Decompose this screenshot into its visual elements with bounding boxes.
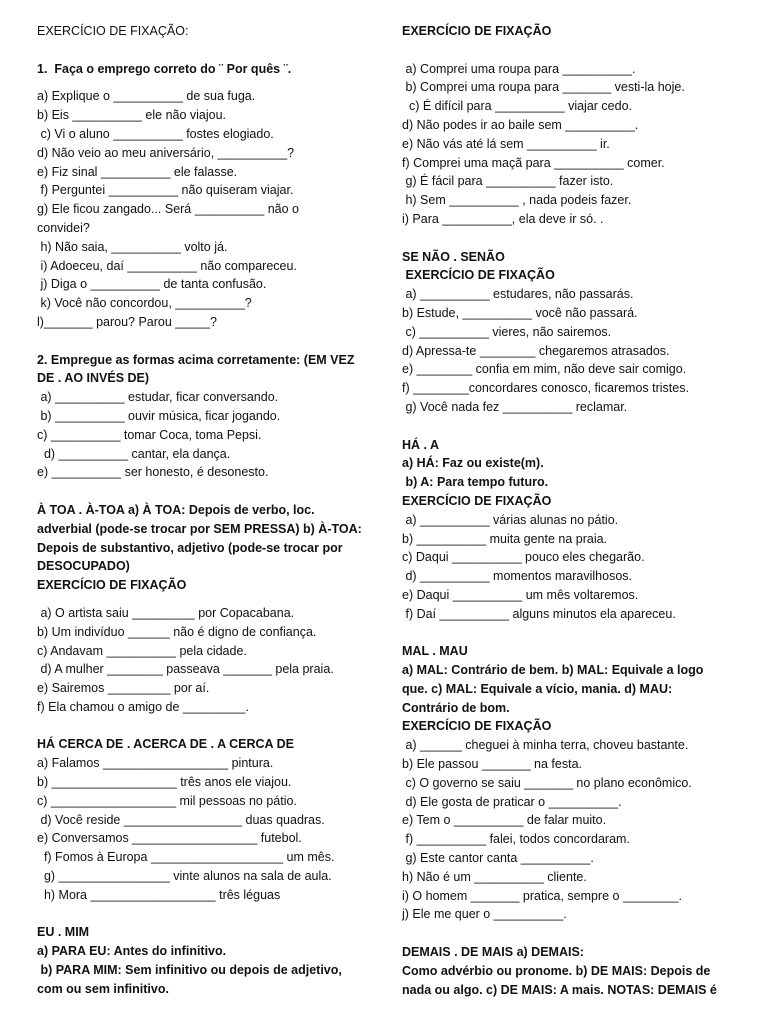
exercise-line: f) ________concordares conosco, ficaremos tristes.	[402, 381, 689, 396]
exercise-line: i) O homem _______ pratica, sempre o ________.	[402, 888, 683, 903]
heading-line: Depois de substantivo, adjetivo (pode-se trocar por	[37, 540, 343, 555]
right-column	[402, 22, 742, 999]
exercise-line: f) Comprei uma maçã para __________ comer.	[402, 155, 665, 170]
exercise-line: e) Sairemos _________ por aí.	[37, 681, 210, 696]
exercise-line: d) __________ momentos maravilhosos.	[402, 569, 632, 584]
exercise-line: e) __________ ser honesto, é desonesto.	[37, 465, 269, 480]
exercise-line: d) Apressa-te ________ chegaremos atrasados.	[402, 343, 670, 358]
spacer	[37, 41, 372, 60]
exercise-line: g) Ele ficou zangado... Será __________ não o	[37, 202, 300, 217]
exercise-line: f) Ela chamou o amigo de _________.	[37, 699, 249, 714]
exercise-line: d) Você reside _________________ duas quadras.	[37, 812, 325, 827]
spacer	[37, 905, 372, 924]
exercise-line: a) Falamos __________________ pintura.	[37, 756, 274, 771]
exercise-line: g) Este cantor canta __________.	[402, 851, 594, 866]
heading-line: que. c) MAL: Equivale a vício, mania. d) MAU:	[402, 681, 673, 696]
left-column	[37, 22, 372, 999]
exercise-line: h) Não saia, __________ volto já.	[37, 239, 228, 254]
heading-line: a) HÁ: Faz ou existe(m).	[402, 456, 544, 471]
heading-line: DEMAIS . DE MAIS a) DEMAIS:	[402, 945, 584, 960]
exercise-line: g) Você nada fez __________ reclamar.	[402, 399, 628, 414]
heading-line: EXERCÍCIO DE FIXAÇÃO	[37, 578, 187, 593]
exercise-line: d) A mulher ________ passeava _______ pela praia.	[37, 662, 334, 677]
heading-line: a) MAL: Contrário de bem. b) MAL: Equivale a logo	[402, 663, 704, 678]
exercise-line: a) __________ estudares, não passarás.	[402, 287, 634, 302]
heading-line: 2. Empregue as formas acima corretamente: (EM VEZ	[37, 352, 355, 367]
exercise-line: c) Daqui __________ pouco eles chegarão.	[402, 550, 645, 565]
exercise-line: a) Comprei uma roupa para __________.	[402, 61, 636, 76]
exercise-line: j) Ele me quer o __________.	[402, 907, 567, 922]
heading-line: 1. Faça o emprego correto do ¨ Por quês ¨.	[37, 61, 292, 76]
exercise-line: b) Estude, __________ você não passará.	[402, 305, 638, 320]
heading-line: EXERCÍCIO DE FIXAÇÃO	[402, 719, 552, 734]
heading-line: À TOA . À-TOA a) À TOA: Depois de verbo, loc.	[37, 502, 315, 517]
exercise-line: h) Sem __________ , nada podeis fazer.	[402, 193, 632, 208]
heading-line: EU . MIM	[37, 925, 90, 940]
exercise-line: k) Você não concordou, __________?	[37, 296, 252, 311]
heading-line: DESOCUPADO)	[37, 559, 130, 574]
exercise-line: f) __________ falei, todos concordaram.	[402, 832, 630, 847]
heading-line: HÁ . A	[402, 437, 440, 452]
heading-line: DE . AO INVÉS DE)	[37, 371, 150, 386]
exercise-line: b) __________ ouvir música, ficar jogando.	[37, 408, 281, 423]
exercise-line: l)_______ parou? Parou _____?	[37, 314, 218, 329]
exercise-line: i) Adoeceu, daí __________ não compareceu.	[37, 258, 297, 273]
exercise-line: i) Para __________, ela deve ir só. .	[402, 211, 604, 226]
heading-line: nada ou algo. c) DE MAIS: A mais. NOTAS: DEMAIS é	[402, 982, 717, 997]
exercise-line: e) Tem o __________ de falar muito.	[402, 813, 607, 828]
heading-line: EXERCÍCIO DE FIXAÇÃO	[402, 268, 555, 283]
exercise-line: e) Daqui __________ um mês voltaremos.	[402, 587, 639, 602]
exercise-line: a) O artista saiu _________ por Copacabana.	[37, 605, 295, 620]
exercise-line: g) É fácil para __________ fazer isto.	[402, 174, 614, 189]
exercise-line: c) __________________ mil pessoas no pátio.	[37, 793, 297, 808]
exercise-line: b) Um indivíduo ______ não é digno de confiança.	[37, 624, 317, 639]
exercise-line: a) ______ cheguei à minha terra, choveu bastante.	[402, 738, 689, 753]
exercise-line: f) Fomos à Europa ___________________ um mês.	[37, 850, 335, 865]
spacer	[37, 595, 372, 604]
exercise-line: d) Não veio ao meu aniversário, __________?	[37, 145, 295, 160]
spacer	[402, 229, 742, 248]
spacer	[37, 332, 372, 351]
exercise-line: e) ________ confia em mim, não deve sair comigo.	[402, 362, 687, 377]
heading-line: adverbial (pode-se trocar por SEM PRESSA) b) À-TOA:	[37, 521, 362, 536]
exercise-line: e) Conversamos __________________ futebol.	[37, 831, 302, 846]
heading-line: a) PARA EU: Antes do infinitivo.	[37, 944, 227, 959]
spacer	[37, 717, 372, 736]
exercise-line: d) Não podes ir ao baile sem __________.	[402, 117, 639, 132]
exercise-line: b) __________ muita gente na praia.	[402, 531, 608, 546]
spacer	[37, 78, 372, 87]
exercise-line: b) Eis __________ ele não viajou.	[37, 108, 227, 123]
heading-line: b) A: Para tempo futuro.	[402, 475, 549, 490]
exercise-line: h) Mora __________________ três léguas	[37, 887, 281, 902]
heading-line: HÁ CERCA DE . ACERCA DE . A CERCA DE	[37, 737, 294, 752]
exercise-line: c) Vi o aluno __________ fostes elogiado.	[37, 126, 274, 141]
exercise-line: a) __________ várias alunas no pátio.	[402, 512, 619, 527]
exercise-line: c) __________ vieres, não sairemos.	[402, 324, 612, 339]
exercise-line: a) __________ estudar, ficar conversando.	[37, 390, 279, 405]
heading-line: b) PARA MIM: Sem infinitivo ou depois de adjetivo,	[37, 963, 342, 978]
heading-line: EXERCÍCIO DE FIXAÇÃO	[402, 493, 552, 508]
exercise-line: convidei?	[37, 220, 90, 235]
exercise-line: d) __________ cantar, ela dança.	[37, 446, 231, 461]
exercise-line: f) Daí __________ alguns minutos ela apareceu.	[402, 606, 676, 621]
exercise-line: e) Não vás até lá sem __________ ir.	[402, 136, 610, 151]
exercise-line: c) É difícil para __________ viajar cedo.	[402, 99, 632, 114]
spacer	[402, 417, 742, 436]
exercise-line: c) O governo se saiu _______ no plano econômico.	[402, 775, 692, 790]
spacer	[402, 41, 742, 60]
exercise-line: b) Comprei uma roupa para _______ vesti-la hoje.	[402, 80, 685, 95]
exercise-line: g) ________________ vinte alunos na sala de aula.	[37, 869, 332, 884]
exercise-line: c) Andavam __________ pela cidade.	[37, 643, 247, 658]
exercise-line: a) Explique o __________ de sua fuga.	[37, 89, 256, 104]
exercise-line: j) Diga o __________ de tanta confusão.	[37, 277, 267, 292]
heading-line: Contrário de bom.	[402, 700, 510, 715]
heading-line: EXERCÍCIO DE FIXAÇÃO	[402, 24, 552, 38]
exercise-line: d) Ele gosta de praticar o __________.	[402, 794, 622, 809]
heading-line: MAL . MAU	[402, 644, 468, 659]
exercise-line: h) Não é um __________ cliente.	[402, 869, 587, 884]
spacer	[402, 624, 742, 643]
exercise-line: c) __________ tomar Coca, toma Pepsi.	[37, 427, 262, 442]
spacer	[402, 924, 742, 943]
exercise-line: b) Ele passou _______ na festa.	[402, 757, 582, 772]
heading-line: com ou sem infinitivo.	[37, 981, 169, 996]
heading-line: SE NÃO . SENÃO	[402, 249, 505, 264]
exercise-line: e) Fiz sinal __________ ele falasse.	[37, 164, 238, 179]
spacer	[37, 482, 372, 501]
exercise-line: EXERCÍCIO DE FIXAÇÃO:	[37, 24, 189, 38]
exercise-line: b) __________________ três anos ele viajou.	[37, 775, 292, 790]
exercise-line: f) Perguntei __________ não quiseram viajar.	[37, 183, 294, 198]
heading-line: Como advérbio ou pronome. b) DE MAIS: Depois de	[402, 963, 711, 978]
